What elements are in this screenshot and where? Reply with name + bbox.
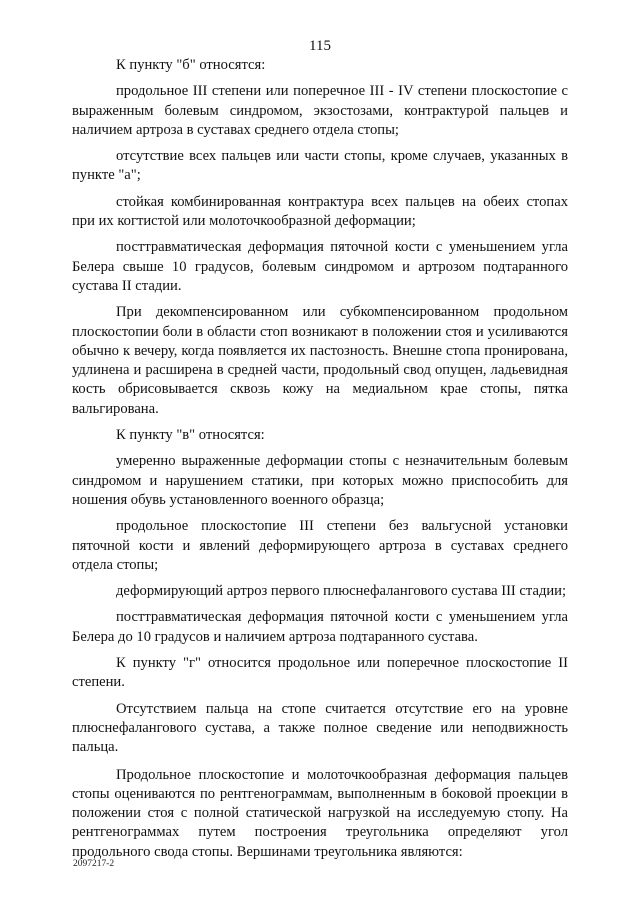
paragraph-v-item-1: умеренно выраженные деформации стопы с незначительным болевым синдромом и нарушением статики, при которых можно приспособить для ношения обувь установленного военного образца; xyxy=(72,453,568,508)
paragraph-b-item-3: стойкая комбинированная контрактура всех пальцев на обеих стопах при их когтистой или молоточкообразной деформации; xyxy=(72,193,568,230)
paragraph-b-item-1: продольное III степени или поперечное III - IV степени плоскостопие с выраженным болевым синдромом, экзостозами, контрактурой пальцев и наличием артроза в суставах среднего отдела стопы; xyxy=(72,83,568,138)
paragraph-xray-evaluation: Продольное плоскостопие и молоточкообразная деформация пальцев стопы оцениваются по рентгенограммам, выполненным в боковой проекции в положении стоя с полной статической нагрузкой на исследуемую стопу. На рентгенограммах путем построения треугольника определяют угол продольного свода стопы. Вершинами треугольника являются: xyxy=(72,766,568,860)
document-body xyxy=(72,56,568,862)
paragraph-missing-toe: Отсутствием пальца на стопе считается отсутствие его на уровне плюснефалангового сустава, а также полное сведение или неподвижность пальца. xyxy=(72,700,568,756)
paragraph-v-item-3: деформирующий артроз первого плюснефалангового сустава III стадии; xyxy=(116,583,567,600)
paragraph-v-item-4: посттравматическая деформация пяточной кости с уменьшением угла Белера до 10 градусов и наличием артроза подтаранного сустава. xyxy=(72,609,568,645)
paragraph-flatfoot-description: При декомпенсированном или субкомпенсированном продольном плоскостопии боли в области стоп возникают в положении стоя и усиливаются обычно к вечеру, когда появляется их пастозность. Внешне стопа пронирована, удлинена и расширена в средней части, продольный свод опущен, ладьевидная кость обрисовывается сквозь кожу на медиальном крае стопы, пятка вальгирована. xyxy=(72,304,568,417)
paragraph-g-heading: К пункту "г" относится продольное или поперечное плоскостопие II степени. xyxy=(72,655,568,691)
document-code: 2097217-2 xyxy=(73,859,115,869)
paragraph-b-item-2: отсутствие всех пальцев или части стопы, кроме случаев, указанных в пункте "а"; xyxy=(72,148,568,184)
page-number: 115 xyxy=(309,38,331,54)
paragraph-b-item-4: посттравматическая деформация пяточной кости с уменьшением угла Белера свыше 10 градусов, болевым синдромом и артрозом подтаранного сустава II стадии. xyxy=(72,239,568,294)
paragraph-v-heading: К пункту "в" относятся: xyxy=(116,427,265,444)
paragraph-v-item-2: продольное плоскостопие III степени без вальгусной установки пяточной кости и явлений деформирующего артроза в суставах среднего отдела стопы; xyxy=(72,518,568,573)
paragraph-b-heading: К пункту "б" относятся: xyxy=(116,57,266,73)
